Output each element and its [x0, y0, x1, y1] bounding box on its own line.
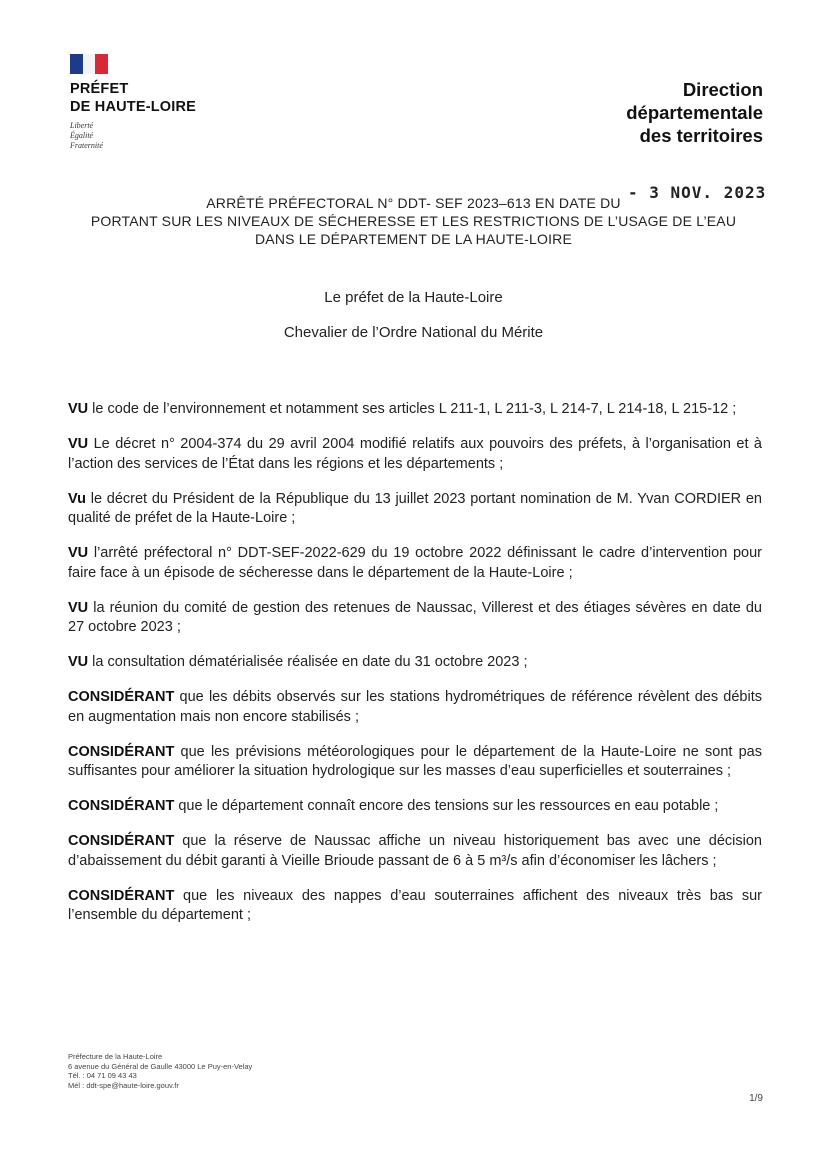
prefet-line-2: DE HAUTE-LOIRE [70, 99, 197, 115]
date-stamp: - 3 NOV. 2023 [628, 183, 767, 202]
clause-text: que le département connaît encore des tensions sur les ressources en eau potable ; [174, 798, 719, 814]
clause-keyword: CONSIDÉRANT [68, 798, 175, 814]
footer-line-1: Préfecture de la Haute-Loire [68, 1052, 163, 1061]
direction-line-3: des territoires [639, 125, 763, 146]
clause-paragraph [68, 688, 762, 727]
prefet-line-1: PRÉFET [70, 81, 129, 97]
clause-keyword: VU [68, 436, 89, 452]
clause-text: que les niveaux des nappes d’eau souterraines affichent des niveaux très bas sur l’ensemble du département ; [68, 887, 762, 923]
motto-fraternite: Fraternité [70, 141, 103, 150]
page-number: 1/9 [749, 1093, 763, 1104]
footer-line-4: Mél : ddt-spe@haute-loire.gouv.fr [68, 1080, 179, 1090]
clause-keyword: VU [68, 654, 89, 670]
clause-text: la réunion du comité de gestion des retenues de Naussac, Villerest et des étiages sévères en date du 27 octobre 2023 ; [68, 599, 762, 635]
motto-egalite: Égalité [70, 131, 94, 140]
title-line-3: DANS LE DÉPARTEMENT DE LA HAUTE-LOIRE [254, 231, 573, 247]
clause-paragraph [68, 599, 762, 638]
decree-title [40, 194, 787, 248]
clause-paragraph [68, 435, 762, 474]
clause-text: le décret du Président de la République du 13 juillet 2023 portant nomination de M. Yvan CORDIER en qualité de préfet de la Haute-Loire ; [68, 490, 762, 526]
clause-paragraph [68, 832, 762, 871]
clause-keyword: CONSIDÉRANT [68, 689, 175, 705]
clause-paragraph [68, 797, 762, 817]
clause-text: la consultation dématérialisée réalisée en date du 31 octobre 2023 ; [88, 654, 528, 670]
direction-line-1: Direction [682, 79, 763, 100]
clause-paragraph [68, 544, 762, 583]
clause-keyword: VU [68, 401, 89, 417]
footer-address [68, 1052, 252, 1090]
clause-paragraph [68, 887, 762, 926]
clause-keyword: CONSIDÉRANT [68, 743, 175, 760]
marianne-flag-icon [70, 54, 108, 74]
republic-motto [70, 121, 210, 151]
motto-liberte: Liberté [70, 121, 94, 130]
clause-keyword: CONSIDÉRANT [68, 887, 175, 904]
title-line-2: PORTANT SUR LES NIVEAUX DE SÉCHERESSE ET LES RESTRICTIONS DE L’USAGE DE L’EAU [90, 213, 737, 229]
clause-keyword: CONSIDÉRANT [68, 833, 175, 849]
clause-text: que les débits observés sur les stations hydrométriques de référence révèlent des débits en augmentation mais non encore stabilisés ; [68, 689, 762, 725]
authority-line-2: Chevalier de l’Ordre National du Mérite [283, 324, 544, 341]
footer-line-2: 6 avenue du Général de Gaulle 43000 Le Puy-en-Velay [68, 1061, 253, 1071]
prefecture-logo [70, 54, 210, 151]
clause-text: l’arrêté préfectoral n° DDT-SEF-2022-629 du 19 octobre 2022 définissant le cadre d’intervention pour faire face à un épisode de sécheresse dans le département de la Haute-Loire ; [68, 545, 762, 581]
clause-paragraph [68, 490, 762, 529]
clause-keyword: VU [68, 545, 89, 561]
clause-text: que les prévisions météorologiques pour le département de la Haute-Loire ne sont pas suffisantes pour améliorer la situation hydrologique sur les masses d’eau superficielles et souterraines ; [68, 743, 762, 779]
clause-paragraph [68, 743, 762, 782]
title-line-1: ARRÊTÉ PRÉFECTORAL N° DDT- SEF 2023–613 EN DATE DU [206, 195, 621, 211]
decree-body [68, 400, 762, 941]
clause-text: Le décret n° 2004-374 du 29 avril 2004 modifié relatifs aux pouvoirs des préfets, à l’organisation et à l’action des services de l’État dans les régions et les départements ; [68, 436, 762, 472]
clause-keyword: Vu [68, 490, 86, 507]
footer-line-3: Tél. : 04 71 09 43 43 [68, 1071, 137, 1080]
clause-keyword: VU [68, 599, 89, 616]
clause-paragraph [68, 400, 762, 420]
issuing-direction [626, 78, 763, 147]
clause-text: le code de l’environnement et notamment ses articles L 211-1, L 211-3, L 214-7, L 214-18, L 215-12 ; [88, 401, 737, 417]
clause-paragraph [68, 653, 762, 673]
clause-text: que la réserve de Naussac affiche un niveau historiquement bas avec une décision d’abaissement du débit garanti à Vieille Brioude passant de 6 à 5 m³/s afin d’économiser les lâchers ; [68, 833, 762, 869]
authority-line-1: Le préfet de la Haute-Loire [324, 289, 503, 306]
direction-line-2: départementale [626, 102, 763, 123]
